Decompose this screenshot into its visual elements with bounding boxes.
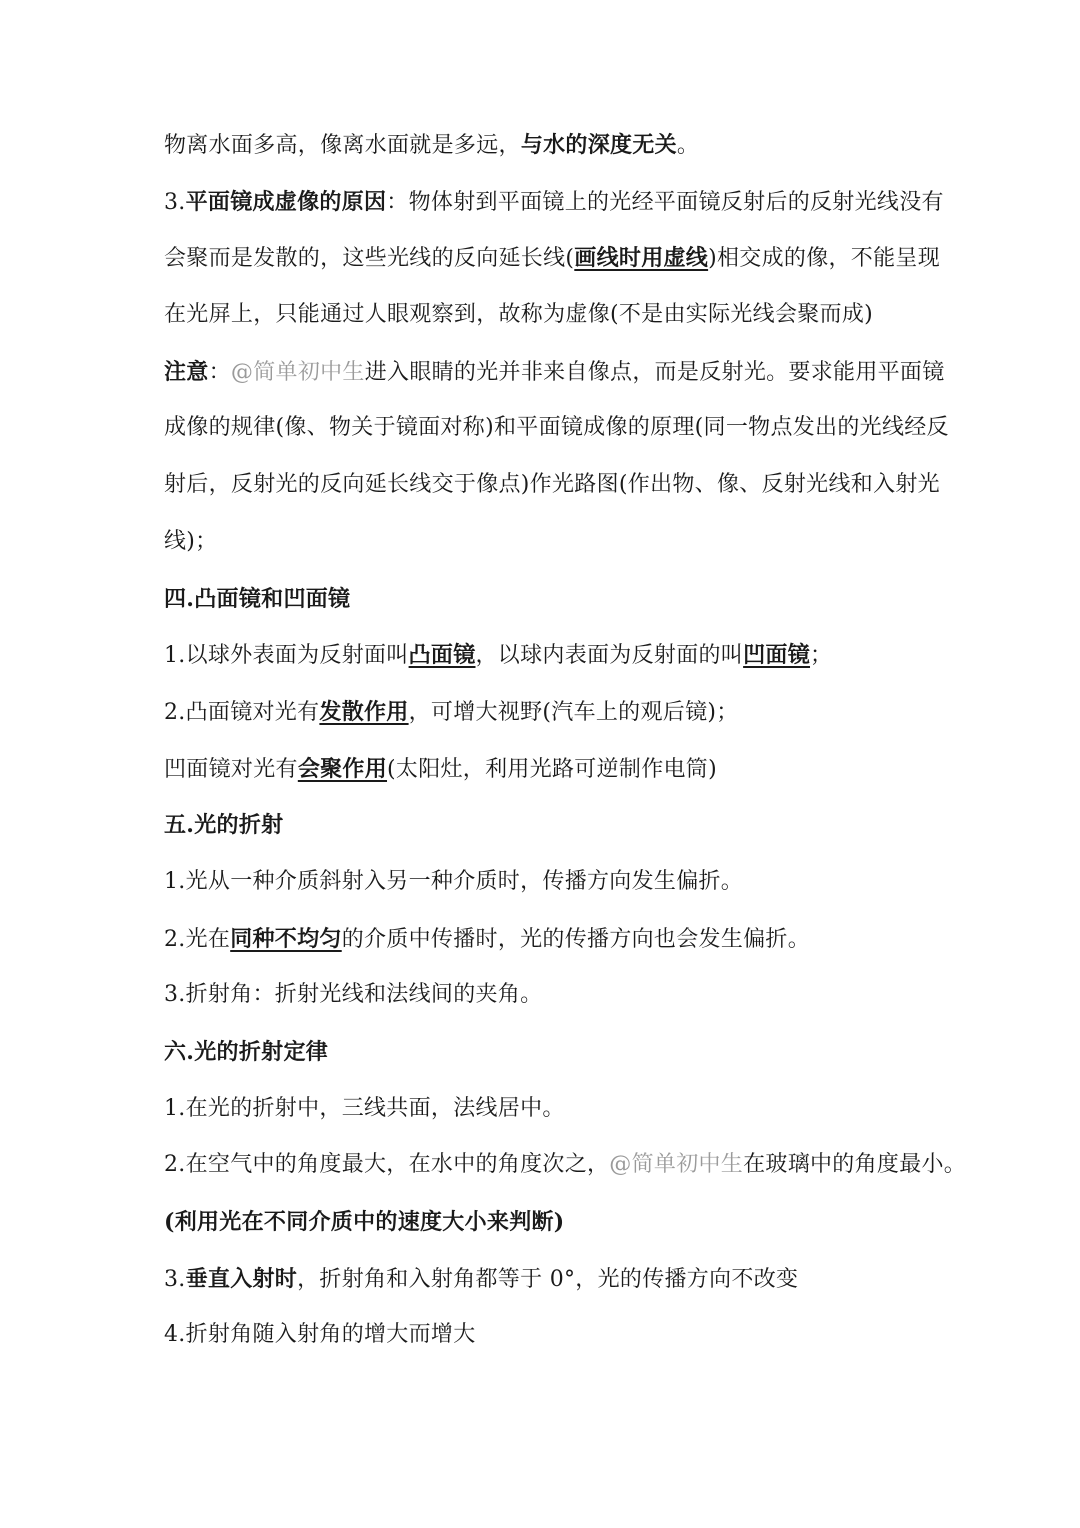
- body-text: 1.以球外表面为反射面叫: [164, 643, 409, 669]
- document-page: [164, 117, 967, 1364]
- body-text: 的介质中传播时，光的传播方向也会发生偏折。: [341, 926, 811, 952]
- body-text: 物离水面多高，像离水面就是多远，: [164, 133, 521, 158]
- text-line: [164, 1307, 924, 1364]
- key-term: 会聚作用: [297, 755, 388, 782]
- text-line: [164, 967, 924, 1024]
- body-text: ，折射角和入射角都等于 0°，光的传播方向不改变: [297, 1266, 799, 1292]
- body-text: ：物体射到平面镜上的光经平面镜反射后的反射光线没有: [386, 189, 944, 215]
- body-text: 1.在光的折射中，三线共面，法线居中。: [164, 1095, 565, 1121]
- body-text: 成像的规律(像、物关于镜面对称)和平面镜成像的原理(同一物点发出的光线经反: [164, 415, 949, 441]
- text-line: [164, 287, 924, 344]
- key-term: 凸面镜: [408, 642, 476, 669]
- text-line: [164, 1251, 924, 1308]
- body-text: (太阳灶，利用光路可逆制作电筒): [387, 756, 717, 782]
- body-text: 进入眼睛的光并非来自像点，而是反射光。要求能用平面镜: [364, 359, 945, 385]
- key-term: 凹面镜: [743, 642, 811, 669]
- bold-text: 垂直入射时: [185, 1265, 298, 1292]
- bold-text: (利用光在不同介质中的速度大小来判断): [164, 1209, 565, 1236]
- bold-text: 注意: [164, 358, 209, 385]
- body-text: 3.: [164, 189, 186, 215]
- body-text: 1.光从一种介质斜射入另一种介质时，传播方向发生偏折。: [164, 868, 744, 894]
- body-text: 2.在空气中的角度最大，在水中的角度次之，: [164, 1152, 610, 1178]
- watermark-text: @简单初中生: [609, 1152, 744, 1178]
- bold-text: 六.光的折射定律: [164, 1039, 329, 1065]
- body-text: 3.: [164, 1266, 186, 1292]
- bold-text: 平面镜成虚像的原因: [185, 188, 387, 215]
- watermark-text: @简单初中生: [230, 359, 365, 385]
- text-line: [164, 854, 924, 911]
- text-line: [164, 400, 949, 457]
- body-text: 在光屏上，只能通过人眼观察到，故称为虚像(不是由实际光线会聚而成): [164, 302, 874, 328]
- bold-text: 与水的深度无关: [520, 132, 677, 158]
- text-line: [164, 230, 940, 287]
- body-text: 4.折射角随入射角的增大而增大: [164, 1322, 476, 1348]
- text-line: [164, 571, 924, 628]
- body-text: ，以球内表面为反射面的叫: [475, 643, 744, 669]
- body-text: 在玻璃中的角度最小。: [743, 1152, 967, 1178]
- body-text: 2.光在: [164, 926, 231, 952]
- text-line: [164, 1024, 924, 1081]
- body-text: 。: [676, 133, 700, 158]
- key-term: 发散作用: [319, 698, 409, 725]
- text-line: [164, 344, 945, 401]
- text-line: [164, 627, 924, 684]
- body-text: 凹面镜对光有: [164, 756, 298, 782]
- text-line: [164, 684, 924, 741]
- body-text: 线)；: [164, 528, 218, 554]
- text-line: [164, 174, 944, 231]
- body-text: ；: [810, 643, 833, 669]
- text-line: [164, 1081, 924, 1138]
- body-text: 2.凸面镜对光有: [164, 699, 320, 725]
- text-line: [164, 117, 924, 174]
- body-text: )相交成的像，不能呈现: [708, 246, 940, 272]
- body-text: 射后，反射光的反向延长线交于像点)作光路图(作出物、像、反射光线和入射光: [164, 472, 940, 498]
- text-line: [164, 457, 940, 514]
- bold-text: 四.凸面镜和凹面镜: [164, 585, 351, 612]
- body-text: ：: [208, 359, 231, 385]
- key-term: 画线时用虚线: [574, 245, 709, 272]
- body-text: 3.折射角：折射光线和法线间的夹角。: [164, 982, 543, 1008]
- text-line: [164, 1137, 967, 1194]
- bold-text: 五.光的折射: [164, 812, 284, 839]
- key-term: 同种不均匀: [230, 925, 342, 952]
- text-line: [164, 741, 924, 798]
- text-line: [164, 514, 924, 571]
- body-text: ，可增大视野(汽车上的观后镜)；: [408, 699, 739, 725]
- text-line: [164, 797, 924, 854]
- body-text: 会聚而是发散的，这些光线的反向延长线(: [164, 246, 575, 272]
- text-line: [164, 1194, 924, 1251]
- text-line: [164, 911, 924, 968]
